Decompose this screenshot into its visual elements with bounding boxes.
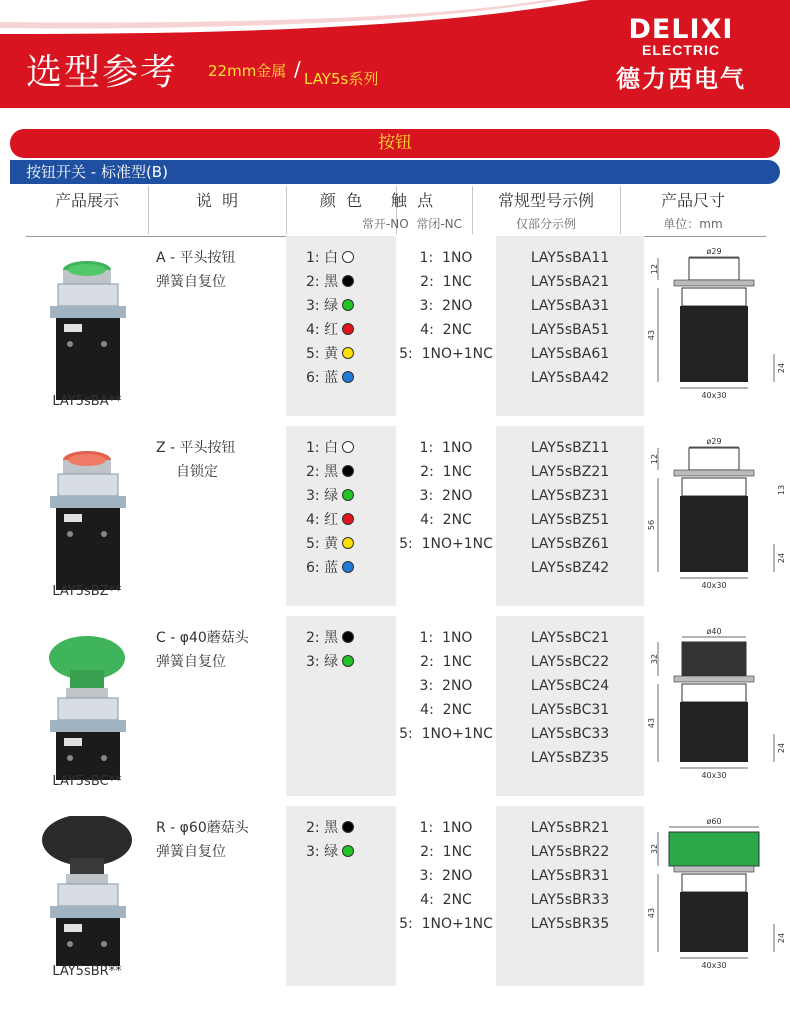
contact-cell xyxy=(396,426,496,606)
color-label: 1: 白 xyxy=(306,440,339,456)
color-label: 2: 黑 xyxy=(306,274,339,290)
product-cell xyxy=(26,426,148,606)
subtitle-slash: / xyxy=(294,57,301,81)
contact-option: 1: 1NO xyxy=(419,820,473,836)
product-image xyxy=(42,816,134,970)
desc-cell xyxy=(148,246,286,416)
model-number: LAY5sBC24 xyxy=(530,678,610,694)
col-product-label: 产品展示 xyxy=(54,191,119,210)
color-option xyxy=(286,318,396,342)
col-contact-sub: 常开-NO 常闭-NC xyxy=(361,217,463,231)
brand-sub: ELECTRIC xyxy=(642,42,720,58)
product-image xyxy=(42,630,134,784)
dimension-cell xyxy=(644,624,786,796)
color-option xyxy=(286,840,396,864)
product-name: LAY5sBZ** xyxy=(52,584,122,599)
contact-option: 1: 1NO xyxy=(419,440,473,456)
color-option xyxy=(286,650,396,674)
col-model-sub: 仅部分示例 xyxy=(515,217,576,231)
brand-name: DELIXI xyxy=(628,14,734,45)
color-label: 2: 黑 xyxy=(306,464,339,480)
model-number: LAY5sBC22 xyxy=(530,654,610,670)
desc-line: Z - 平头按钮 xyxy=(156,440,236,456)
color-swatch-icon xyxy=(342,371,354,383)
contact-option: 1: 1NO xyxy=(419,250,473,266)
color-label: 3: 绿 xyxy=(306,654,339,670)
svg-text:ø60: ø60 xyxy=(706,817,722,826)
contact-option: 1: 1NO xyxy=(419,630,473,646)
desc-line: 弹簧自复位 xyxy=(156,654,226,670)
desc-cell xyxy=(148,626,286,796)
color-label: 5: 黄 xyxy=(306,536,339,552)
model-number: LAY5sBZ11 xyxy=(530,440,610,456)
model-number: LAY5sBA31 xyxy=(530,298,610,314)
dimension-drawing xyxy=(644,434,790,598)
col-contact-label: 触 点 xyxy=(390,191,434,210)
model-number: LAY5sBC33 xyxy=(530,726,610,742)
model-number: LAY5sBR22 xyxy=(530,844,610,860)
svg-text:40x30: 40x30 xyxy=(701,771,727,780)
svg-text:ø29: ø29 xyxy=(706,247,722,256)
model-number: LAY5sBR33 xyxy=(530,892,610,908)
product-name: LAY5sBA** xyxy=(52,394,122,409)
contact-option: 4: 2NC xyxy=(420,892,472,908)
color-label: 3: 绿 xyxy=(306,298,339,314)
color-label: 5: 黄 xyxy=(306,346,339,362)
product-image xyxy=(42,250,134,404)
col-dim-sub: 单位：mm xyxy=(663,217,723,231)
color-option xyxy=(286,556,396,580)
model-cell xyxy=(496,426,644,606)
color-cell xyxy=(286,236,396,416)
svg-text:24: 24 xyxy=(777,932,786,944)
color-option xyxy=(286,294,396,318)
color-option xyxy=(286,508,396,532)
model-cell xyxy=(496,236,644,416)
contact-option: 5: 1NO+1NC xyxy=(399,346,493,362)
desc-line: 弹簧自复位 xyxy=(156,274,226,290)
contact-option: 2: 1NC xyxy=(420,274,472,290)
brand-cn: 德力西电气 xyxy=(616,65,746,93)
svg-text:12: 12 xyxy=(650,263,659,275)
product-row xyxy=(26,806,786,986)
color-cell xyxy=(286,616,396,796)
contact-option: 3: 2NO xyxy=(419,488,473,504)
col-product xyxy=(26,188,148,211)
desc-line: A - 平头按钮 xyxy=(156,250,236,266)
color-swatch-icon xyxy=(342,821,354,833)
color-option xyxy=(286,436,396,460)
svg-text:40x30: 40x30 xyxy=(701,961,727,970)
svg-text:40x30: 40x30 xyxy=(701,391,727,400)
contact-option: 3: 2NO xyxy=(419,868,473,884)
page-subtitle-material: 22mm金属 xyxy=(208,62,287,80)
contact-option: 4: 2NC xyxy=(420,322,472,338)
product-cell xyxy=(26,616,148,796)
color-swatch-icon xyxy=(342,845,354,857)
color-option xyxy=(286,366,396,390)
page-subtitle-series: LAY5s系列 xyxy=(304,70,379,88)
svg-text:ø29: ø29 xyxy=(706,437,722,446)
color-swatch-icon xyxy=(342,489,354,501)
contact-option: 5: 1NO+1NC xyxy=(399,916,493,932)
color-swatch-icon xyxy=(342,513,354,525)
col-dim xyxy=(620,188,766,232)
svg-text:43: 43 xyxy=(647,329,656,341)
color-option xyxy=(286,816,396,840)
dimension-drawing xyxy=(644,814,790,978)
svg-text:13: 13 xyxy=(777,484,786,496)
model-cell xyxy=(496,616,644,796)
color-swatch-icon xyxy=(342,561,354,573)
model-number: LAY5sBZ31 xyxy=(530,488,610,504)
model-number: LAY5sBR31 xyxy=(530,868,610,884)
product-row xyxy=(26,426,786,606)
model-cell xyxy=(496,806,644,986)
product-row xyxy=(26,616,786,796)
col-desc-label: 说 明 xyxy=(195,191,239,210)
model-number: LAY5sBZ51 xyxy=(530,512,610,528)
header-banner xyxy=(0,0,790,108)
svg-text:43: 43 xyxy=(647,717,656,729)
svg-text:24: 24 xyxy=(777,362,786,374)
color-option xyxy=(286,342,396,366)
contact-option: 4: 2NC xyxy=(420,702,472,718)
color-option xyxy=(286,246,396,270)
contact-option: 2: 1NC xyxy=(420,844,472,860)
dimension-cell xyxy=(644,814,786,986)
color-label: 2: 黑 xyxy=(306,820,339,836)
category-bar: 按钮 xyxy=(10,129,780,158)
product-name: LAY5sBR** xyxy=(52,964,122,979)
color-cell xyxy=(286,806,396,986)
desc-line: C - φ40蘑菇头 xyxy=(156,630,249,646)
model-number: LAY5sBZ35 xyxy=(530,750,610,766)
contact-cell xyxy=(396,616,496,796)
svg-text:43: 43 xyxy=(647,907,656,919)
model-number: LAY5sBC21 xyxy=(530,630,610,646)
model-number: LAY5sBC31 xyxy=(530,702,610,718)
desc-line: 自锁定 xyxy=(176,464,218,480)
desc-line: R - φ60蘑菇头 xyxy=(156,820,249,836)
product-cell xyxy=(26,236,148,416)
color-swatch-icon xyxy=(342,655,354,667)
col-model-label: 常规型号示例 xyxy=(497,191,594,210)
svg-text:24: 24 xyxy=(777,552,786,564)
svg-text:12: 12 xyxy=(650,453,659,465)
contact-option: 2: 1NC xyxy=(420,654,472,670)
color-swatch-icon xyxy=(342,275,354,287)
model-number: LAY5sBR35 xyxy=(530,916,610,932)
svg-text:32: 32 xyxy=(650,843,659,855)
product-cell xyxy=(26,806,148,986)
contact-option: 5: 1NO+1NC xyxy=(399,726,493,742)
col-color-label: 颜 色 xyxy=(319,191,363,210)
model-number: LAY5sBA21 xyxy=(530,274,610,290)
col-dim-label: 产品尺寸 xyxy=(660,191,725,210)
dimension-cell xyxy=(644,244,786,416)
brand-logo xyxy=(596,14,766,94)
contact-option: 4: 2NC xyxy=(420,512,472,528)
model-number: LAY5sBA42 xyxy=(530,370,610,386)
svg-text:24: 24 xyxy=(777,742,786,754)
section-bar: 按钮开关 - 标准型(B) xyxy=(10,160,780,184)
color-swatch-icon xyxy=(342,465,354,477)
svg-text:ø40: ø40 xyxy=(706,627,722,636)
color-label: 3: 绿 xyxy=(306,488,339,504)
product-name: LAY5sBC** xyxy=(52,774,122,789)
color-option xyxy=(286,460,396,484)
color-option xyxy=(286,532,396,556)
color-swatch-icon xyxy=(342,537,354,549)
desc-cell xyxy=(148,436,286,606)
color-swatch-icon xyxy=(342,299,354,311)
dimension-drawing xyxy=(644,624,790,788)
color-swatch-icon xyxy=(342,631,354,643)
desc-cell xyxy=(148,816,286,986)
col-contact xyxy=(352,188,472,232)
model-number: LAY5sBA61 xyxy=(530,346,610,362)
color-label: 6: 蓝 xyxy=(306,560,339,576)
model-number: LAY5sBA51 xyxy=(530,322,610,338)
color-option xyxy=(286,270,396,294)
model-number: LAY5sBR21 xyxy=(530,820,610,836)
color-label: 6: 蓝 xyxy=(306,370,339,386)
color-swatch-icon xyxy=(342,347,354,359)
color-label: 2: 黑 xyxy=(306,630,339,646)
svg-text:56: 56 xyxy=(647,519,656,531)
col-desc xyxy=(148,188,286,211)
contact-option: 3: 2NO xyxy=(419,298,473,314)
svg-text:32: 32 xyxy=(650,653,659,665)
color-cell xyxy=(286,426,396,606)
color-label: 1: 白 xyxy=(306,250,339,266)
product-row xyxy=(26,236,786,416)
color-label: 4: 红 xyxy=(306,322,339,338)
model-number: LAY5sBZ61 xyxy=(530,536,610,552)
svg-text:40x30: 40x30 xyxy=(701,581,727,590)
dimension-cell xyxy=(644,434,786,606)
col-model xyxy=(472,188,620,232)
model-number: LAY5sBZ42 xyxy=(530,560,610,576)
color-swatch-icon xyxy=(342,441,354,453)
color-label: 3: 绿 xyxy=(306,844,339,860)
color-swatch-icon xyxy=(342,251,354,263)
color-label: 4: 红 xyxy=(306,512,339,528)
page-title: 选型参考 xyxy=(26,52,179,93)
contact-option: 5: 1NO+1NC xyxy=(399,536,493,552)
contact-cell xyxy=(396,236,496,416)
contact-option: 3: 2NO xyxy=(419,678,473,694)
desc-line: 弹簧自复位 xyxy=(156,844,226,860)
model-number: LAY5sBZ21 xyxy=(530,464,610,480)
color-option xyxy=(286,626,396,650)
model-number: LAY5sBA11 xyxy=(530,250,610,266)
dimension-drawing xyxy=(644,244,790,408)
contact-option: 2: 1NC xyxy=(420,464,472,480)
color-option xyxy=(286,484,396,508)
color-swatch-icon xyxy=(342,323,354,335)
contact-cell xyxy=(396,806,496,986)
product-image xyxy=(42,440,134,594)
